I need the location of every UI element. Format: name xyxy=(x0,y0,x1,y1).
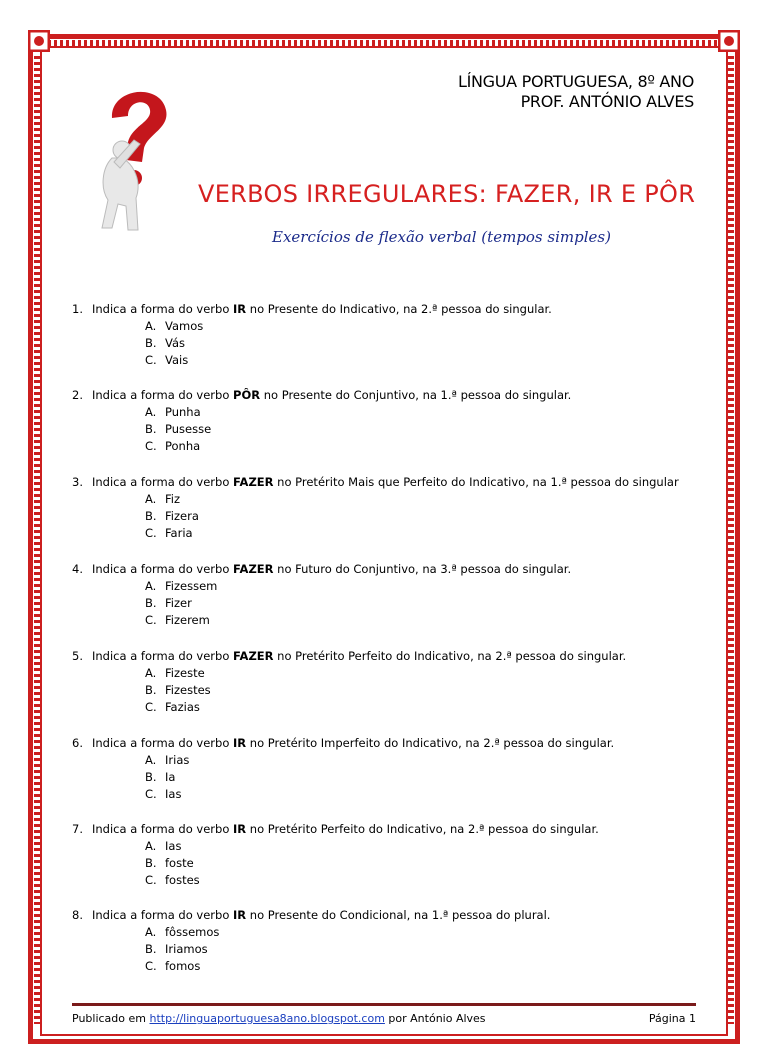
option-text: Pusesse xyxy=(165,422,212,436)
option-letter: A. xyxy=(145,579,157,593)
option-letter: B. xyxy=(145,942,157,956)
answer-option[interactable] xyxy=(145,509,199,523)
corner-ornament-icon xyxy=(28,30,50,52)
question-stem xyxy=(72,302,552,316)
verb-highlight: PÔR xyxy=(233,388,261,402)
question-item xyxy=(72,302,552,367)
option-text: Ias xyxy=(165,787,182,801)
question-number: 1. xyxy=(72,302,83,316)
option-letter: B. xyxy=(145,336,157,350)
question-text: no Presente do Condicional, na 1.ª pessoa do plural. xyxy=(246,908,551,922)
verb-highlight: IR xyxy=(233,302,247,316)
option-letter: B. xyxy=(145,856,157,870)
answer-option[interactable] xyxy=(145,439,200,453)
question-text: no Pretérito Imperfeito do Indicativo, na 2.ª pessoa do singular. xyxy=(246,736,615,750)
answer-option[interactable] xyxy=(145,336,185,350)
verb-highlight: FAZER xyxy=(233,475,274,489)
answer-option[interactable] xyxy=(145,319,203,333)
answer-option[interactable] xyxy=(145,353,188,367)
question-text: no Presente do Conjuntivo, na 1.ª pessoa do singular. xyxy=(260,388,572,402)
option-text: Iriamos xyxy=(165,942,208,956)
answer-option[interactable] xyxy=(145,856,194,870)
verb-highlight: IR xyxy=(233,822,247,836)
page-footer xyxy=(72,1012,696,1025)
page-title: VERBOS IRREGULARES: FAZER, IR E PÔR xyxy=(198,180,696,208)
option-letter: B. xyxy=(145,683,157,697)
option-letter: A. xyxy=(145,666,157,680)
option-text: Ia xyxy=(165,770,176,784)
option-text: Fizer xyxy=(165,596,192,610)
answer-option[interactable] xyxy=(145,666,205,680)
option-text: Ponha xyxy=(165,439,201,453)
answer-option[interactable] xyxy=(145,753,189,767)
question-stem xyxy=(72,736,614,750)
option-text: Fizeste xyxy=(165,666,205,680)
option-text: Fizerem xyxy=(165,613,210,627)
option-text: Irias xyxy=(165,753,190,767)
question-item xyxy=(72,736,615,801)
header-teacher: PROF. ANTÓNIO ALVES xyxy=(520,92,694,111)
answer-option[interactable] xyxy=(145,700,200,714)
document-header xyxy=(458,72,694,112)
question-text: Indica a forma do verbo xyxy=(92,302,234,316)
option-letter: A. xyxy=(145,405,157,419)
question-text: no Futuro do Conjuntivo, na 3.ª pessoa do singular. xyxy=(273,562,572,576)
question-item xyxy=(72,388,572,453)
question-number: 3. xyxy=(72,475,83,489)
question-stem xyxy=(72,388,571,402)
question-number: 4. xyxy=(72,562,83,576)
option-letter: A. xyxy=(145,925,157,939)
option-letter: C. xyxy=(145,353,157,367)
option-text: Faria xyxy=(165,526,193,540)
border-pattern-right xyxy=(728,56,734,1024)
option-letter: C. xyxy=(145,787,157,801)
answer-option[interactable] xyxy=(145,873,200,887)
option-text: Punha xyxy=(165,405,201,419)
option-letter: B. xyxy=(145,509,157,523)
answer-option[interactable] xyxy=(145,839,181,853)
question-stem xyxy=(72,908,550,922)
verb-highlight: FAZER xyxy=(233,649,274,663)
answer-option[interactable] xyxy=(145,596,192,610)
option-letter: B. xyxy=(145,770,157,784)
verb-highlight: IR xyxy=(233,908,247,922)
question-mark-figure-icon xyxy=(82,78,178,238)
question-item xyxy=(72,822,599,887)
question-number: 6. xyxy=(72,736,83,750)
option-letter: C. xyxy=(145,700,157,714)
page-subtitle: Exercícios de flexão verbal (tempos simples) xyxy=(272,228,611,246)
footer-blog-link[interactable]: http://linguaportuguesa8ano.blogspot.com xyxy=(149,1012,385,1025)
option-letter: C. xyxy=(145,526,157,540)
option-text: fomos xyxy=(165,959,201,973)
option-letter: C. xyxy=(145,613,157,627)
option-letter: A. xyxy=(145,492,157,506)
answer-option[interactable] xyxy=(145,959,200,973)
corner-ornament-icon xyxy=(718,30,740,52)
answer-option[interactable] xyxy=(145,492,180,506)
question-number: 7. xyxy=(72,822,83,836)
question-number: 8. xyxy=(72,908,83,922)
question-text: Indica a forma do verbo xyxy=(92,908,234,922)
answer-option[interactable] xyxy=(145,422,211,436)
option-text: fôssemos xyxy=(165,925,220,939)
option-text: foste xyxy=(165,856,194,870)
border-pattern-top xyxy=(48,40,720,46)
option-text: Fizessem xyxy=(165,579,218,593)
border-pattern-left xyxy=(34,56,40,1024)
question-text: no Pretérito Perfeito do Indicativo, na 2.ª pessoa do singular. xyxy=(246,822,599,836)
footer-author: por António Alves xyxy=(384,1012,486,1025)
answer-option[interactable] xyxy=(145,526,193,540)
question-item xyxy=(72,649,627,714)
question-text: no Presente do Indicativo, na 2.ª pessoa do singular. xyxy=(246,302,552,316)
option-letter: A. xyxy=(145,839,157,853)
option-letter: C. xyxy=(145,873,157,887)
question-text: Indica a forma do verbo xyxy=(92,475,234,489)
answer-option[interactable] xyxy=(145,683,211,697)
option-text: Vamos xyxy=(165,319,204,333)
option-text: Fiz xyxy=(165,492,181,506)
question-stem xyxy=(72,649,626,663)
page-number: Página 1 xyxy=(648,1012,696,1025)
verb-highlight: FAZER xyxy=(233,562,274,576)
question-text: Indica a forma do verbo xyxy=(92,649,234,663)
option-text: fostes xyxy=(165,873,200,887)
header-subject: LÍNGUA PORTUGUESA, 8º ANO xyxy=(457,72,694,91)
question-text: Indica a forma do verbo xyxy=(92,388,234,402)
footer-prefix: Publicado em xyxy=(72,1012,150,1025)
answer-option[interactable] xyxy=(145,942,208,956)
answer-option[interactable] xyxy=(145,579,217,593)
option-text: Fizestes xyxy=(165,683,211,697)
option-letter: B. xyxy=(145,596,157,610)
question-text: no Pretérito Perfeito do Indicativo, na 2.ª pessoa do singular. xyxy=(273,649,627,663)
option-text: Fizera xyxy=(165,509,199,523)
question-stem xyxy=(72,475,679,489)
verb-highlight: IR xyxy=(233,736,247,750)
option-text: Vais xyxy=(165,353,189,367)
answer-option[interactable] xyxy=(145,787,181,801)
option-text: Vás xyxy=(165,336,186,350)
option-text: Ias xyxy=(165,839,182,853)
question-stem xyxy=(72,822,599,836)
question-text: Indica a forma do verbo xyxy=(92,822,234,836)
question-item xyxy=(72,908,551,973)
answer-option[interactable] xyxy=(145,925,219,939)
question-text: no Pretérito Mais que Perfeito do Indicativo, na 1.ª pessoa do singular xyxy=(273,475,679,489)
option-text: Fazias xyxy=(165,700,200,714)
question-stem xyxy=(72,562,571,576)
option-letter: A. xyxy=(145,319,157,333)
option-letter: A. xyxy=(145,753,157,767)
question-item xyxy=(72,475,679,540)
question-number: 5. xyxy=(72,649,83,663)
question-item xyxy=(72,562,572,627)
question-text: Indica a forma do verbo xyxy=(92,562,234,576)
answer-option[interactable] xyxy=(145,770,175,784)
question-text: Indica a forma do verbo xyxy=(92,736,234,750)
answer-option[interactable] xyxy=(145,405,201,419)
option-letter: C. xyxy=(145,439,157,453)
question-number: 2. xyxy=(72,388,83,402)
answer-option[interactable] xyxy=(145,613,210,627)
footer-divider xyxy=(72,1003,696,1006)
option-letter: B. xyxy=(145,422,157,436)
option-letter: C. xyxy=(145,959,157,973)
